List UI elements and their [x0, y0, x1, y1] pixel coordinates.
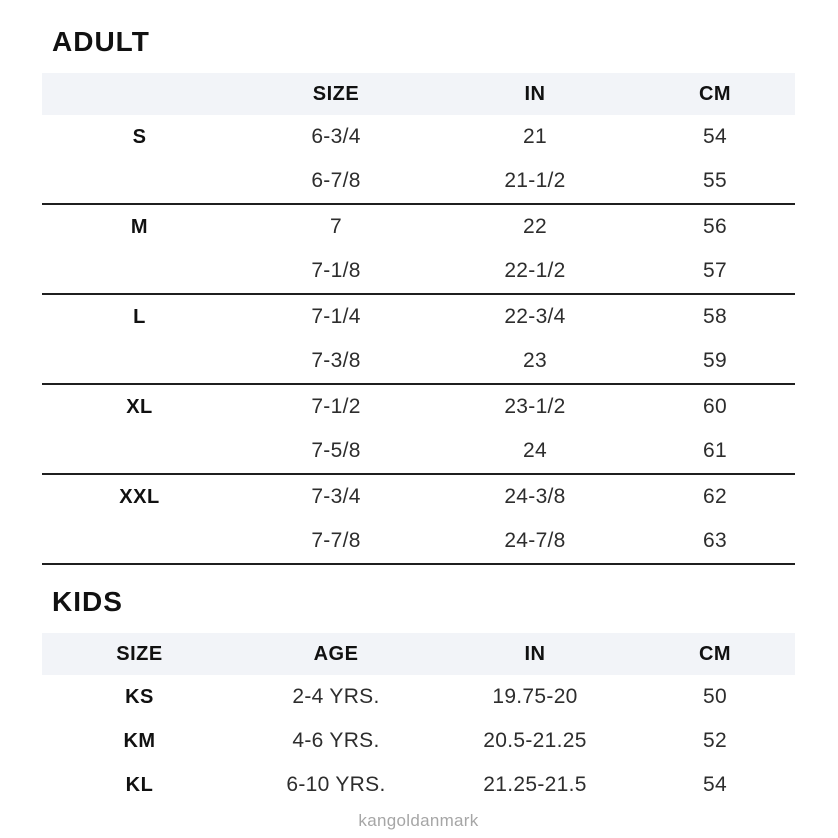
size-value: 7: [330, 215, 342, 238]
cm-value: 54: [703, 125, 727, 148]
inches-value: 22: [523, 215, 547, 238]
adult-size-group-xxl: [42, 475, 795, 565]
cm-value: 61: [703, 439, 727, 462]
adult-size-table: [42, 73, 795, 565]
size-label: KS: [125, 685, 154, 708]
adult-size-group-s: [42, 115, 795, 205]
inches-value: 24-7/8: [504, 529, 566, 552]
kids-header-cm: CM: [698, 642, 732, 665]
table-row: [42, 763, 795, 807]
table-row: [42, 385, 795, 429]
inches-value: 21: [523, 125, 547, 148]
table-row: [42, 159, 795, 203]
watermark-text: kangoldanmark: [358, 811, 479, 830]
size-value: 7-1/4: [311, 305, 361, 328]
cm-value: 58: [703, 305, 727, 328]
size-value: 6-3/4: [311, 125, 361, 148]
size-label: M: [130, 215, 149, 238]
adult-header-in: IN: [524, 82, 546, 105]
cm-value: 50: [703, 685, 727, 708]
cm-value: 57: [703, 259, 727, 282]
table-row: [42, 719, 795, 763]
adult-size-group-l: [42, 295, 795, 385]
inches-value: 23-1/2: [504, 395, 566, 418]
size-value: 7-1/2: [311, 395, 361, 418]
cm-value: 56: [703, 215, 727, 238]
adult-section-title: ADULT: [52, 26, 150, 57]
adult-header-cm: CM: [698, 82, 732, 105]
inches-value: 21-1/2: [504, 169, 566, 192]
table-row: [42, 295, 795, 339]
adult-size-group-m: [42, 205, 795, 295]
inches-value: 23: [523, 349, 547, 372]
cm-value: 62: [703, 485, 727, 508]
inches-value: 24-3/8: [504, 485, 566, 508]
kids-header-age: AGE: [313, 642, 359, 665]
cm-value: 59: [703, 349, 727, 372]
size-label: L: [133, 305, 146, 328]
table-row: [42, 429, 795, 473]
table-row: [42, 339, 795, 383]
size-label: XXL: [119, 485, 160, 508]
table-row: [42, 205, 795, 249]
age-value: 4-6 YRS.: [292, 729, 380, 752]
size-value: 7-3/8: [311, 349, 361, 372]
size-value: 6-7/8: [311, 169, 361, 192]
kids-header-in: IN: [524, 642, 546, 665]
inches-value: 21.25-21.5: [483, 773, 587, 796]
size-value: 7-3/4: [311, 485, 361, 508]
cm-value: 55: [703, 169, 727, 192]
table-row: [42, 475, 795, 519]
size-label: KM: [123, 729, 156, 752]
size-label: S: [132, 125, 147, 148]
table-row: [42, 249, 795, 293]
age-value: 2-4 YRS.: [292, 685, 380, 708]
table-row: [42, 519, 795, 563]
size-label: KL: [125, 773, 154, 796]
adult-size-group-xl: [42, 385, 795, 475]
kids-table-header-row: [42, 633, 795, 675]
inches-value: 19.75-20: [492, 685, 578, 708]
kids-size-table: [42, 633, 795, 807]
kids-header-size: SIZE: [116, 642, 163, 665]
cm-value: 63: [703, 529, 727, 552]
cm-value: 52: [703, 729, 727, 752]
table-row: [42, 675, 795, 719]
kids-section-title: KIDS: [52, 586, 123, 617]
adult-header-size: SIZE: [312, 82, 360, 105]
age-value: 6-10 YRS.: [286, 773, 386, 796]
cm-value: 60: [703, 395, 727, 418]
inches-value: 20.5-21.25: [483, 729, 587, 752]
cm-value: 54: [703, 773, 727, 796]
table-row: [42, 115, 795, 159]
size-value: 7-1/8: [311, 259, 361, 282]
size-label: XL: [126, 395, 153, 418]
inches-value: 22-1/2: [504, 259, 566, 282]
size-value: 7-5/8: [311, 439, 361, 462]
size-value: 7-7/8: [311, 529, 361, 552]
adult-table-header-row: [42, 73, 795, 115]
inches-value: 24: [523, 439, 547, 462]
inches-value: 22-3/4: [504, 305, 566, 328]
